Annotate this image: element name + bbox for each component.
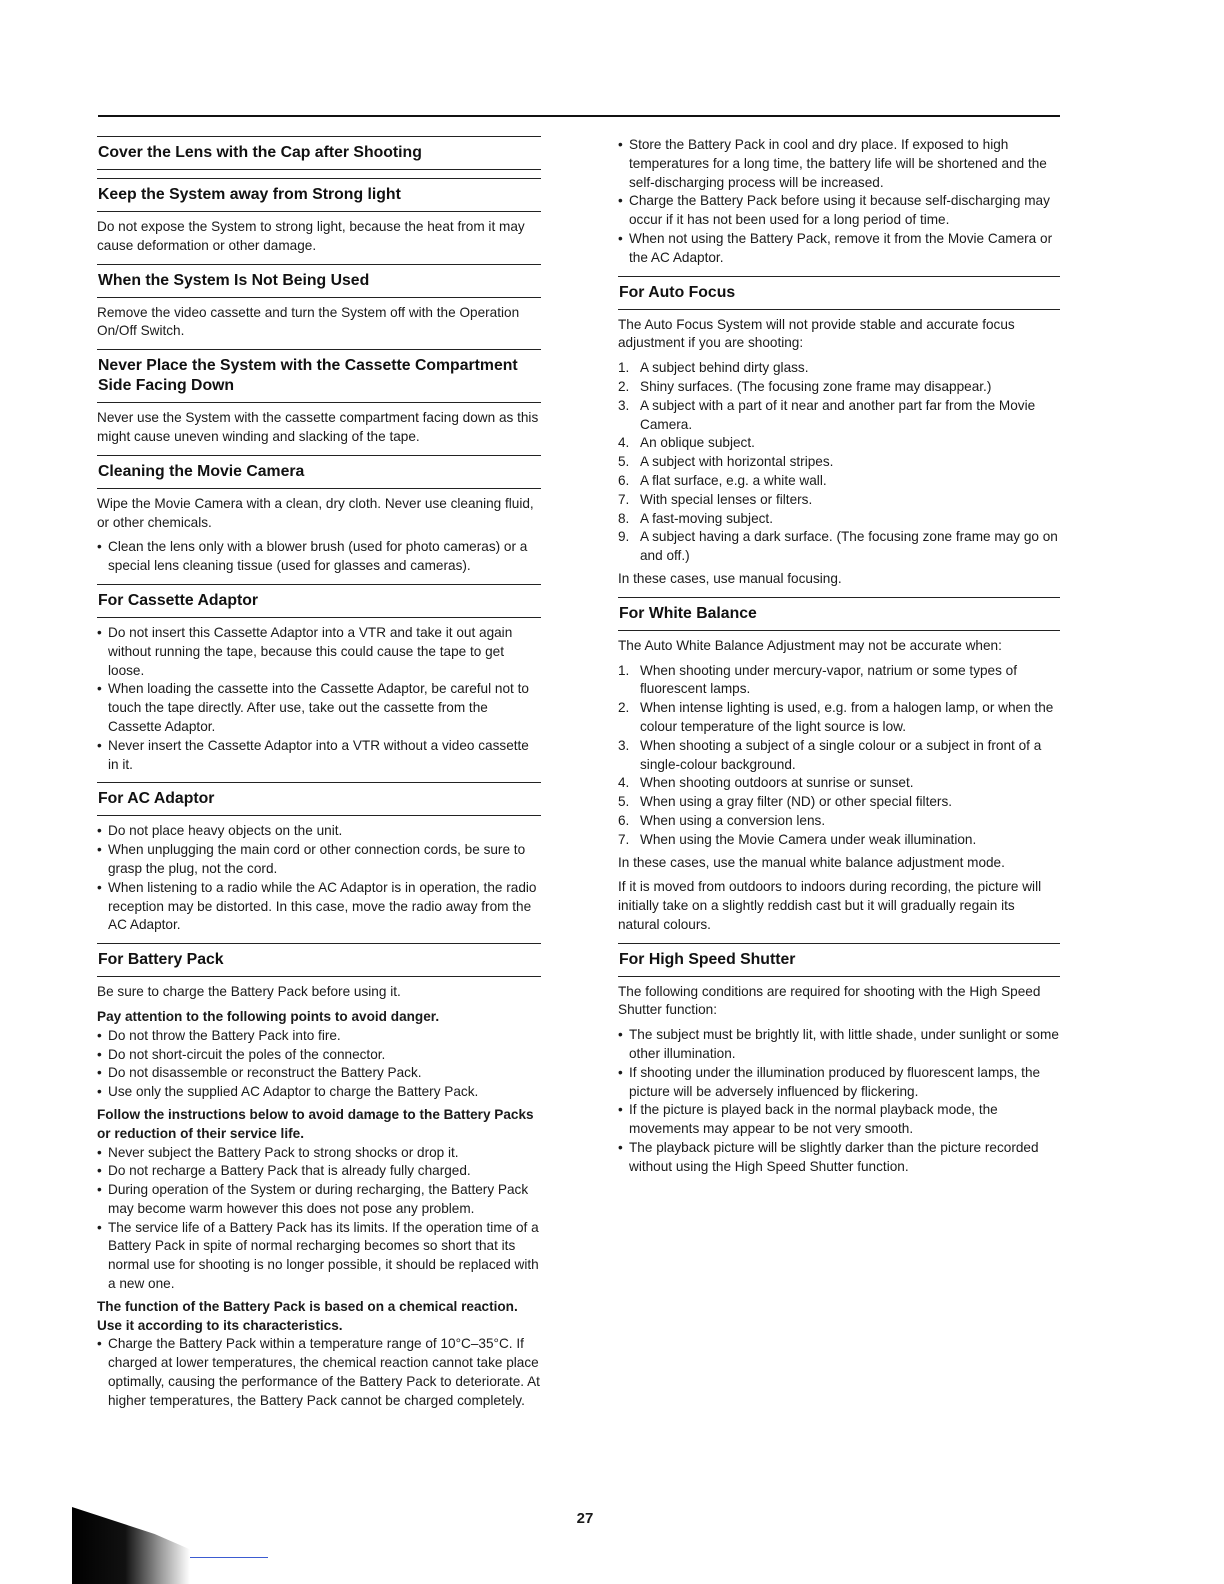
numbered-item xyxy=(618,774,1060,793)
bullet-item: • Do not throw the Battery Pack into fire. xyxy=(97,1027,541,1046)
section-for-battery-pack xyxy=(97,943,541,1411)
numbered-item xyxy=(618,793,1060,812)
item-number: 1. xyxy=(618,662,630,678)
numbered-item xyxy=(618,510,1060,529)
item-text: When shooting under mercury-vapor, natrium or some types of fluorescent lamps. xyxy=(640,662,1018,697)
item-text: When shooting a subject of a single colour or a subject in front of a single-colour background. xyxy=(640,737,1042,772)
numbered-list xyxy=(618,662,1060,850)
item-text: A flat surface, e.g. a white wall. xyxy=(640,472,827,488)
bullet-item: • Clean the lens only with a blower brush (used for photo cameras) or a special lens cleaning tissue (used for glasses and cameras). xyxy=(97,538,541,576)
item-number: 9. xyxy=(618,529,630,545)
bullet-item: • When not using the Battery Pack, remove it from the Movie Camera or the AC Adaptor. xyxy=(618,230,1060,268)
bullet-item: • When loading the cassette into the Cassette Adaptor, be careful not to touch the tape directly. After use, take out the cassette from the Cassette Adaptor. xyxy=(97,680,541,736)
bold-note: Pay attention to the following points to avoid danger. xyxy=(97,1008,440,1024)
numbered-item xyxy=(618,831,1060,850)
paragraph: Be sure to charge the Battery Pack before using it. xyxy=(97,984,401,1000)
item-number: 3. xyxy=(618,737,630,753)
bullet-list xyxy=(97,822,541,935)
scan-corner-line xyxy=(190,1557,268,1558)
item-number: 6. xyxy=(618,812,630,828)
section-heading: For Cassette Adaptor xyxy=(97,584,541,618)
bullet-item: • If shooting under the illumination produced by fluorescent lamps, the picture will be adversely influenced by flickering. xyxy=(618,1064,1060,1102)
bullet-item: • Charge the Battery Pack within a temperature range of 10°C–35°C. If charged at lower temperatures, the chemical reaction cannot take place optimally, causing the performance of the Battery Pack to deteriorate. At higher temperatures, the Battery Pack cannot be charged completely. xyxy=(97,1335,541,1410)
left-column xyxy=(97,128,541,1415)
paragraph: In these cases, use the manual white balance adjustment mode. xyxy=(618,854,1005,870)
section-heading: For White Balance xyxy=(618,597,1060,631)
bullet-item: • The service life of a Battery Pack has its limits. If the operation time of a Battery Pack in spite of normal recharging becomes so short that its normal use for shooting is no longer possible, it should be replaced with a new one. xyxy=(97,1219,541,1294)
item-text: When using a gray filter (ND) or other special filters. xyxy=(640,794,953,810)
bullet-item: • The subject must be brightly lit, with little shade, under sunlight or some other illumination. xyxy=(618,1026,1060,1064)
section-heading: For High Speed Shutter xyxy=(618,943,1060,977)
numbered-item xyxy=(618,491,1060,510)
bullet-item: • Charge the Battery Pack before using it because self-discharging may occur if it has not been used for a long period of time. xyxy=(618,192,1060,230)
section-heading: Never Place the System with the Cassette Compartment Side Facing Down xyxy=(97,349,541,403)
item-number: 5. xyxy=(618,454,630,470)
numbered-item xyxy=(618,737,1060,775)
item-number: 2. xyxy=(618,700,630,716)
bold-note: The function of the Battery Pack is based on a chemical reaction. Use it according to its characteristics. xyxy=(97,1298,518,1333)
bullet-item: • The playback picture will be slightly darker than the picture recorded without using the High Speed Shutter function. xyxy=(618,1139,1060,1177)
bullet-item: • During operation of the System or during recharging, the Battery Pack may become warm however this does not pose any problem. xyxy=(97,1181,541,1219)
paragraph: Do not expose the System to strong light, because the heat from it may cause deformation or other damage. xyxy=(97,219,525,253)
numbered-item xyxy=(618,472,1060,491)
bullet-item: • Do not insert this Cassette Adaptor into a VTR and take it out again without running the tape, because this could cause the tape to get loose. xyxy=(97,624,541,680)
bullet-item: • Use only the supplied AC Adaptor to charge the Battery Pack. xyxy=(97,1083,541,1102)
item-text: When using a conversion lens. xyxy=(640,812,826,828)
numbered-item xyxy=(618,359,1060,378)
section-for-ac-adaptor xyxy=(97,782,541,935)
page-number: 27 xyxy=(576,1510,594,1527)
section-heading: When the System Is Not Being Used xyxy=(97,264,541,298)
paragraph: The Auto Focus System will not provide stable and accurate focus adjustment if you are shooting: xyxy=(618,316,1015,351)
section-heading: Cover the Lens with the Cap after Shooting xyxy=(97,136,541,170)
bullet-list xyxy=(97,1144,541,1294)
bold-note: Follow the instructions below to avoid damage to the Battery Packs or reduction of their service life. xyxy=(97,1106,534,1141)
section-cover-the-lens-with-the-cap-after-shooting xyxy=(97,136,541,170)
bullet-item: • When unplugging the main cord or other connection cords, be sure to grasp the plug, not the cord. xyxy=(97,841,541,879)
bullet-item: • Store the Battery Pack in cool and dry place. If exposed to high temperatures for a long time, the battery life will be shortened and the self-discharging process will be increased. xyxy=(618,136,1060,192)
paragraph: The following conditions are required for shooting with the High Speed Shutter function: xyxy=(618,983,1041,1018)
item-text: An oblique subject. xyxy=(640,435,755,451)
numbered-item xyxy=(618,434,1060,453)
item-number: 4. xyxy=(618,775,630,791)
paragraph: Remove the video cassette and turn the System off with the Operation On/Off Switch. xyxy=(97,304,520,339)
bullet-list xyxy=(97,538,541,576)
item-number: 7. xyxy=(618,831,630,847)
bullet-item: • Do not recharge a Battery Pack that is already fully charged. xyxy=(97,1162,541,1181)
bullet-item: • If the picture is played back in the normal playback mode, the movements may appear to be not very smooth. xyxy=(618,1101,1060,1139)
bullet-list xyxy=(97,1335,541,1410)
paragraph: Never use the System with the cassette compartment facing down as this might cause uneven winding and slacking of the tape. xyxy=(97,410,539,444)
right-column xyxy=(618,128,1060,1181)
item-text: A subject behind dirty glass. xyxy=(640,360,809,376)
item-number: 3. xyxy=(618,397,630,413)
top-rule xyxy=(98,115,1060,117)
bullet-item: • Do not short-circuit the poles of the connector. xyxy=(97,1046,541,1065)
bullet-item: • Never insert the Cassette Adaptor into a VTR without a video cassette in it. xyxy=(97,737,541,775)
item-number: 5. xyxy=(618,794,630,810)
numbered-item xyxy=(618,812,1060,831)
scan-corner-mark xyxy=(72,1507,190,1584)
paragraph: If it is moved from outdoors to indoors during recording, the picture will initially take on a slightly reddish cast but it will gradually regain its natural colours. xyxy=(618,879,1042,932)
section-heading: Cleaning the Movie Camera xyxy=(97,455,541,489)
section-keep-the-system-away-from-strong-light xyxy=(97,178,541,256)
numbered-item xyxy=(618,662,1060,700)
numbered-item xyxy=(618,453,1060,472)
item-text: A subject with horizontal stripes. xyxy=(640,454,834,470)
item-text: Shiny surfaces. (The focusing zone frame may disappear.) xyxy=(640,378,992,394)
item-text: A subject with a part of it near and another part far from the Movie Camera. xyxy=(640,397,1036,432)
item-text: When intense lighting is used, e.g. from a halogen lamp, or when the colour temperature of the light source is low. xyxy=(640,700,1054,734)
paragraph: In these cases, use manual focusing. xyxy=(618,570,842,586)
section-for-white-balance xyxy=(618,597,1060,935)
bullet-item: • When listening to a radio while the AC Adaptor is in operation, the radio reception may be distorted. In this case, move the radio away from the AC Adaptor. xyxy=(97,879,541,935)
bullet-list xyxy=(97,1027,541,1102)
section-never-place-the-system-with-the-cassette-compartment-side-facing-down xyxy=(97,349,541,447)
item-number: 8. xyxy=(618,510,630,526)
section-for-high-speed-shutter xyxy=(618,943,1060,1177)
item-text: When shooting outdoors at sunrise or sunset. xyxy=(640,775,914,791)
paragraph: Wipe the Movie Camera with a clean, dry cloth. Never use cleaning fluid, or other chemicals. xyxy=(97,495,534,530)
item-text: With special lenses or filters. xyxy=(640,491,813,507)
section-for-cassette-adaptor xyxy=(97,584,541,774)
item-number: 1. xyxy=(618,360,630,376)
numbered-item xyxy=(618,699,1060,737)
numbered-item xyxy=(618,397,1060,435)
section-heading: For Auto Focus xyxy=(618,276,1060,310)
section-cleaning-the-movie-camera xyxy=(97,455,541,576)
bullet-item: • Do not place heavy objects on the unit. xyxy=(97,822,541,841)
numbered-item xyxy=(618,378,1060,397)
section-heading: Keep the System away from Strong light xyxy=(97,178,541,212)
bullet-list xyxy=(618,1026,1060,1176)
item-text: A fast-moving subject. xyxy=(640,510,773,526)
bullet-item: • Do not disassemble or reconstruct the Battery Pack. xyxy=(97,1064,541,1083)
battery-storage-list xyxy=(618,136,1060,268)
numbered-list xyxy=(618,359,1060,566)
section-heading: For AC Adaptor xyxy=(97,782,541,816)
section-when-the-system-is-not-being-used xyxy=(97,264,541,342)
item-text: When using the Movie Camera under weak illumination. xyxy=(640,831,977,847)
bullet-item: • Never subject the Battery Pack to strong shocks or drop it. xyxy=(97,1144,541,1163)
numbered-item xyxy=(618,528,1060,566)
item-text: A subject having a dark surface. (The focusing zone frame may go on and off.) xyxy=(640,529,1058,564)
bullet-list xyxy=(97,624,541,774)
item-number: 6. xyxy=(618,472,630,488)
paragraph: The Auto White Balance Adjustment may not be accurate when: xyxy=(618,637,1002,653)
item-number: 4. xyxy=(618,435,630,451)
item-number: 2. xyxy=(618,378,630,394)
section-heading: For Battery Pack xyxy=(97,943,541,977)
item-number: 7. xyxy=(618,491,630,507)
section-for-auto-focus xyxy=(618,276,1060,589)
